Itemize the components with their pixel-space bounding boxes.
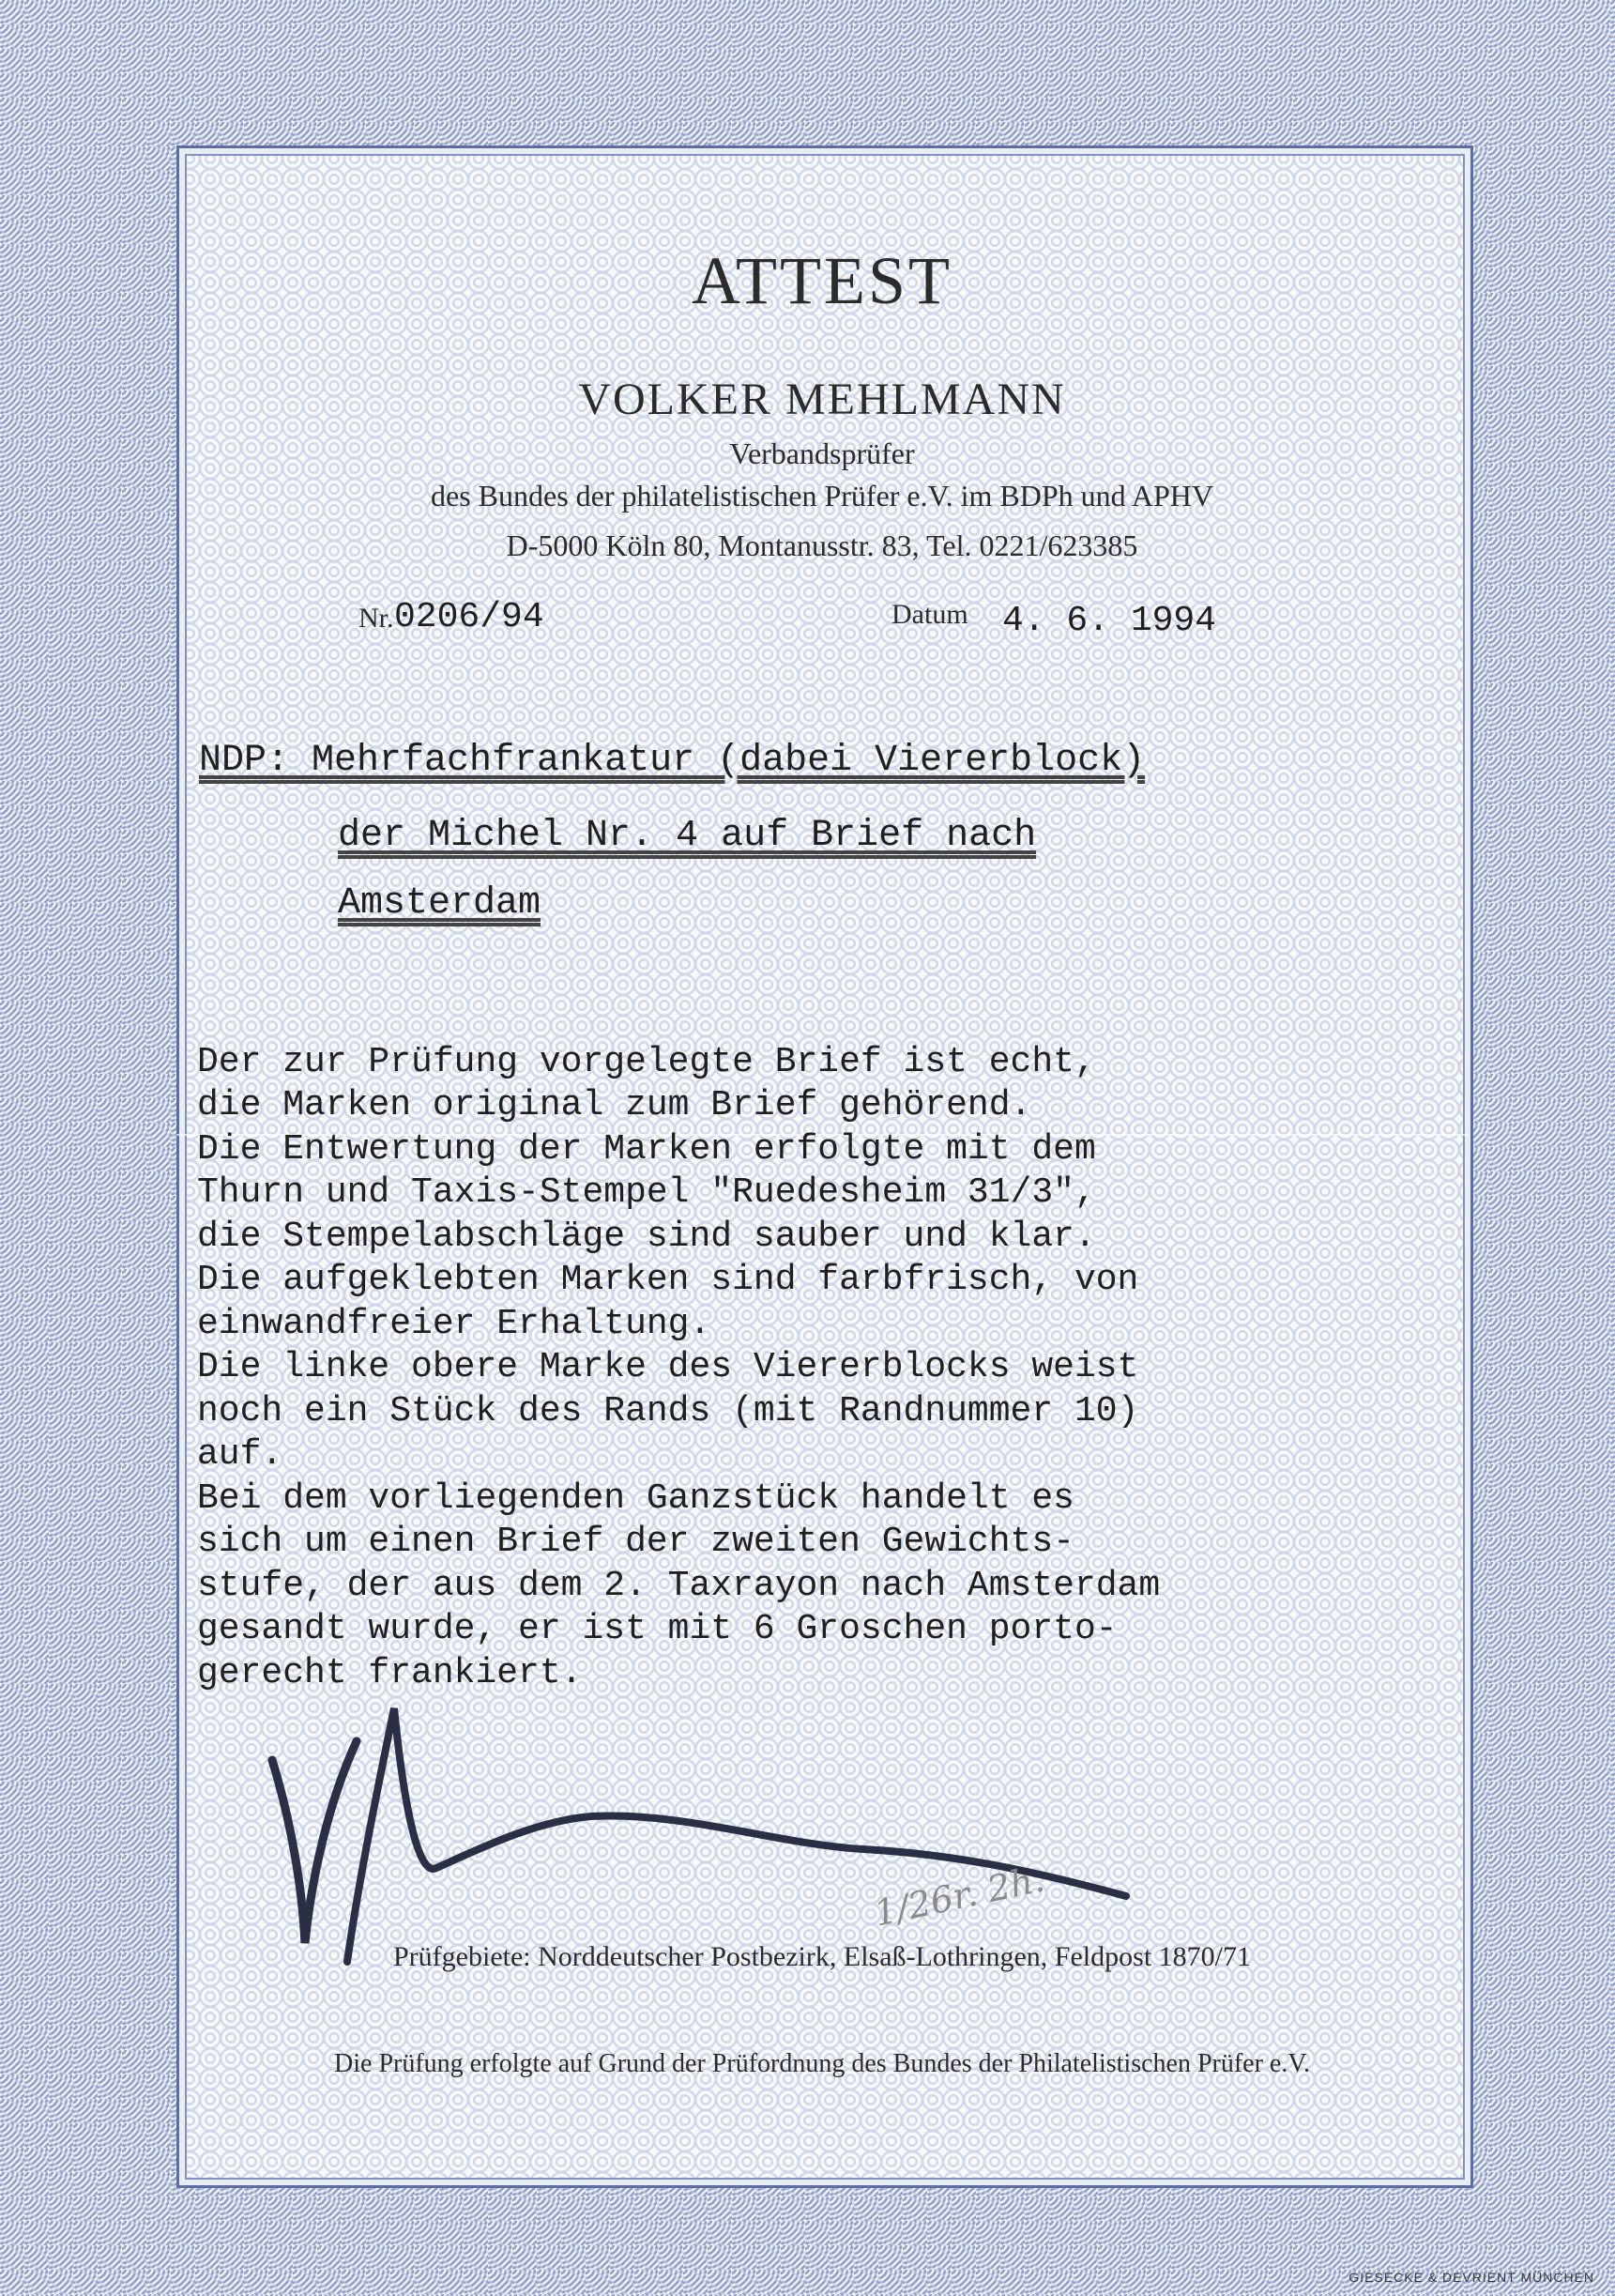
certificate-number: 0206/94 <box>394 597 544 637</box>
body-line: gesandt wurde, er ist mit 6 Groschen porto- <box>197 1609 1118 1649</box>
body-line: Die Entwertung der Marken erfolgte mit dem <box>197 1128 1096 1170</box>
pencil-note: 1/26r. 2h. <box>870 1858 1048 1935</box>
subject-line-3 <box>338 882 541 925</box>
body-line: auf. <box>197 1434 283 1475</box>
certificate-date: 4. 6. 1994 <box>1002 601 1217 641</box>
association-line: des Bundes der philatelistischen Prüfer e.V. im BDPh und APHV <box>430 479 1213 513</box>
signature <box>253 1690 1173 1971</box>
body-line: Der zur Prüfung vorgelegte Brief ist echt, <box>197 1041 1096 1082</box>
printer-imprint: GIESECKE & DEVRIENT MÜNCHEN <box>1348 2270 1594 2285</box>
subject-line-1 <box>199 740 1145 782</box>
certificate-body <box>197 997 1160 1739</box>
examination-areas: Prüfgebiete: Norddeutscher Postbezirk, Elsaß-Lothringen, Feldpost 1870/71 <box>393 1941 1251 1972</box>
body-line: Die linke obere Marke des Viererblocks weist <box>197 1347 1139 1387</box>
body-line: sich um einen Brief der zweiten Gewichts- <box>197 1522 1074 1562</box>
body-line: Bei dem vorliegenden Ganzstück handelt es <box>197 1477 1074 1519</box>
page-title: ATTEST <box>692 243 952 318</box>
examination-note: Die Prüfung erfolgte auf Grund der Prüfordnung des Bundes der Philatelistischen Prüfer e.V. <box>334 2049 1310 2078</box>
body-line: die Marken original zum Brief gehörend. <box>197 1085 1032 1125</box>
body-line: noch ein Stück des Rands (mit Randnummer 10) <box>197 1390 1139 1431</box>
examiner-role: Verbandsprüfer <box>729 436 915 470</box>
body-line: Thurn und Taxis-Stempel "Ruedesheim 31/3", <box>197 1172 1096 1213</box>
body-line: die Stempelabschläge sind sauber und klar. <box>197 1216 1096 1257</box>
examiner-name: VOLKER MEHLMANN <box>578 375 1066 424</box>
date-label: Datum <box>891 599 968 630</box>
subject-text-1: NDP: Mehrfachfrankatur (dabei Viererblock) <box>199 740 1146 782</box>
nr-label: Nr. <box>358 603 394 634</box>
subject-text-2: der Michel Nr. 4 auf Brief nach <box>338 815 1037 857</box>
body-line: gerecht frankiert. <box>197 1652 583 1693</box>
body-line: einwandfreier Erhaltung. <box>197 1303 711 1344</box>
subject-text-3: Amsterdam <box>338 882 541 925</box>
subject-line-2 <box>338 815 1036 857</box>
body-line: Die aufgeklebten Marken sind farbfrisch, von <box>197 1260 1139 1300</box>
body-line: stufe, der aus dem 2. Taxrayon nach Amsterdam <box>197 1565 1161 1606</box>
address-line: D-5000 Köln 80, Montanusstr. 83, Tel. 0221/623385 <box>506 528 1138 562</box>
